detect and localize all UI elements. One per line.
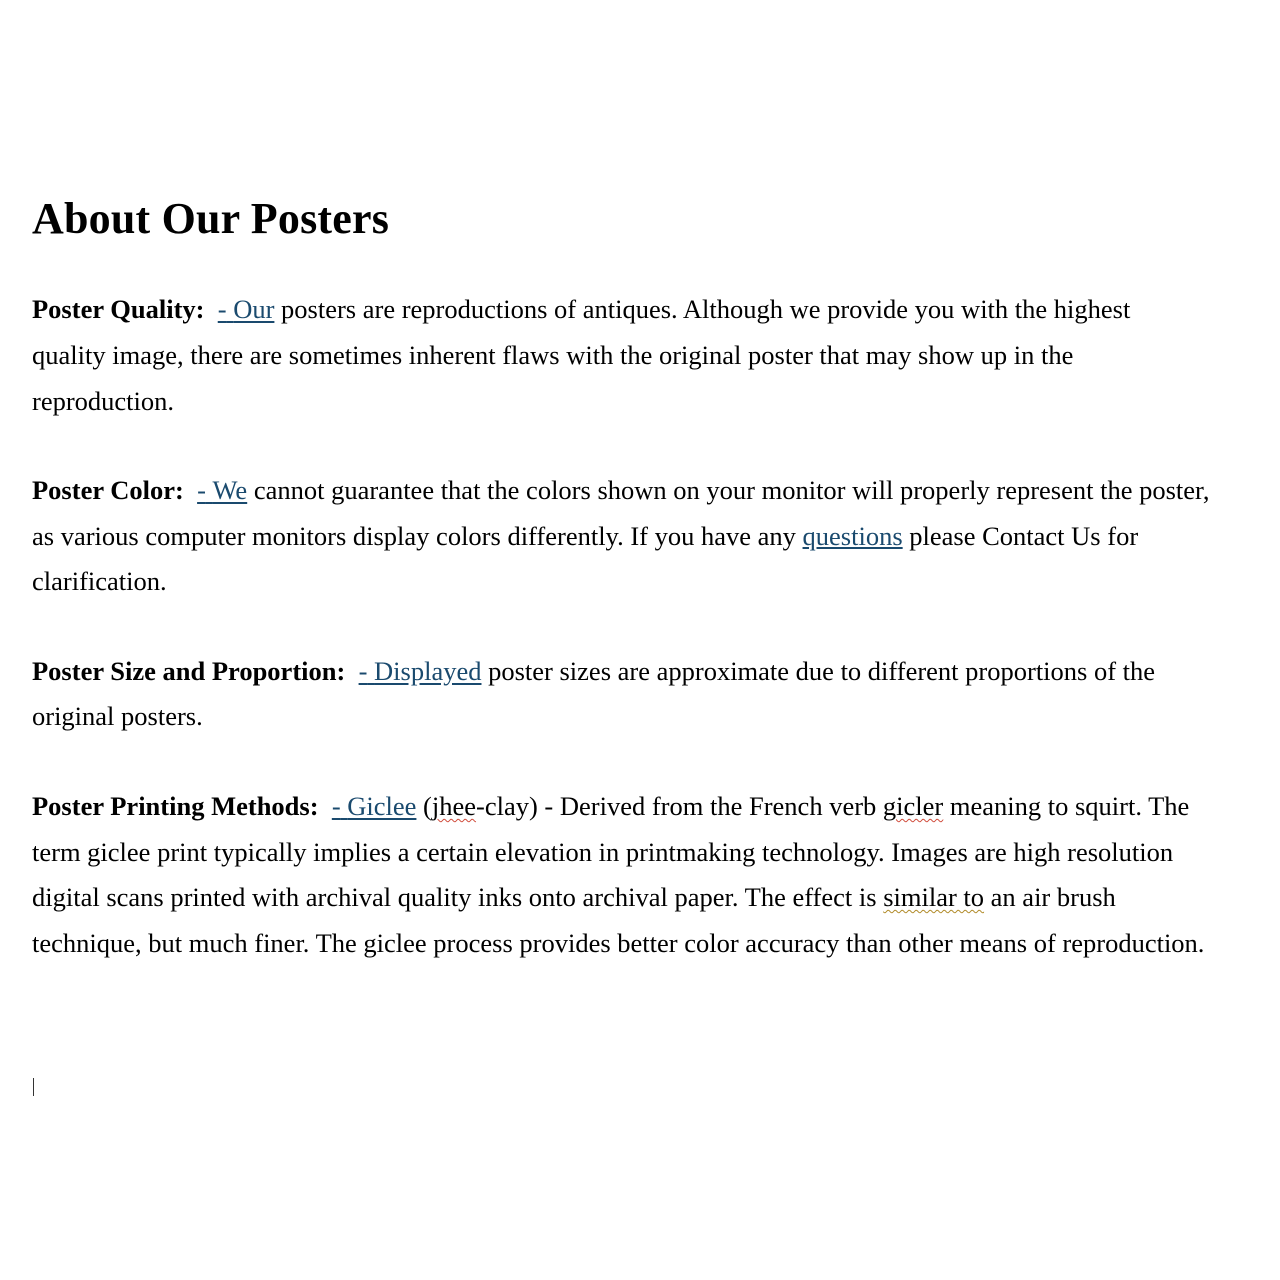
section-heading-poster-color: Poster Color: xyxy=(32,475,184,506)
section-heading-poster-size: Poster Size and Proportion: xyxy=(32,655,346,686)
section-body-color-before: cannot guarantee that the colors shown on your monitor will properly represent the poster, as various computer monitors display colors differently. If you have any xyxy=(32,475,1210,551)
questions-link[interactable]: questions xyxy=(802,520,903,551)
section-poster-printing-methods xyxy=(32,784,1210,966)
section-body-color-after: please Contact Us for clarification. xyxy=(32,520,1139,597)
section-body-poster-size: poster sizes are approximate due to different proportions of the original posters. xyxy=(32,655,1156,732)
lead-word-printing[interactable]: Giclee xyxy=(347,791,417,822)
page-title: About Our Posters xyxy=(32,194,390,243)
dash-marker-printing[interactable]: - xyxy=(331,791,341,822)
section-body-poster-quality: posters are reproductions of antiques. Although we provide you with the highest quality image, there are sometimes inherent flaws with the original poster that may show up in the reproduction. xyxy=(32,294,1131,416)
section-poster-size xyxy=(32,649,1210,740)
printing-body-2: -clay) - Derived from the French verb xyxy=(476,791,883,822)
lead-word-size[interactable]: Displayed xyxy=(374,655,482,686)
printing-body-1: ( xyxy=(416,791,432,822)
grammar-error-similar-to: similar to xyxy=(883,882,985,913)
spelling-error-gicler: gicler xyxy=(882,791,944,822)
section-heading-printing-methods: Poster Printing Methods: xyxy=(32,791,319,822)
section-poster-color xyxy=(32,468,1210,605)
lead-word-quality[interactable]: Our xyxy=(233,294,275,325)
dash-marker-color[interactable]: - xyxy=(197,475,206,506)
text-cursor xyxy=(33,1078,34,1096)
spelling-error-jhee: jhee xyxy=(431,791,477,822)
dash-marker-quality[interactable]: - xyxy=(217,294,227,325)
section-heading-poster-quality: Poster Quality: xyxy=(32,294,205,325)
dash-marker-size[interactable]: - xyxy=(358,655,368,686)
lead-word-color[interactable]: We xyxy=(212,475,248,506)
section-poster-quality xyxy=(32,287,1210,424)
printing-body-3: meaning to squirt. The term giclee print typically implies a certain elevation in printmaking technology. Images are high resolution digital scans printed with archival quality inks onto archival paper. The effect is xyxy=(32,791,1190,913)
printing-body-4: an air brush technique, but much finer. The giclee process provides better color accuracy than other means of reproduction. xyxy=(32,882,1205,958)
